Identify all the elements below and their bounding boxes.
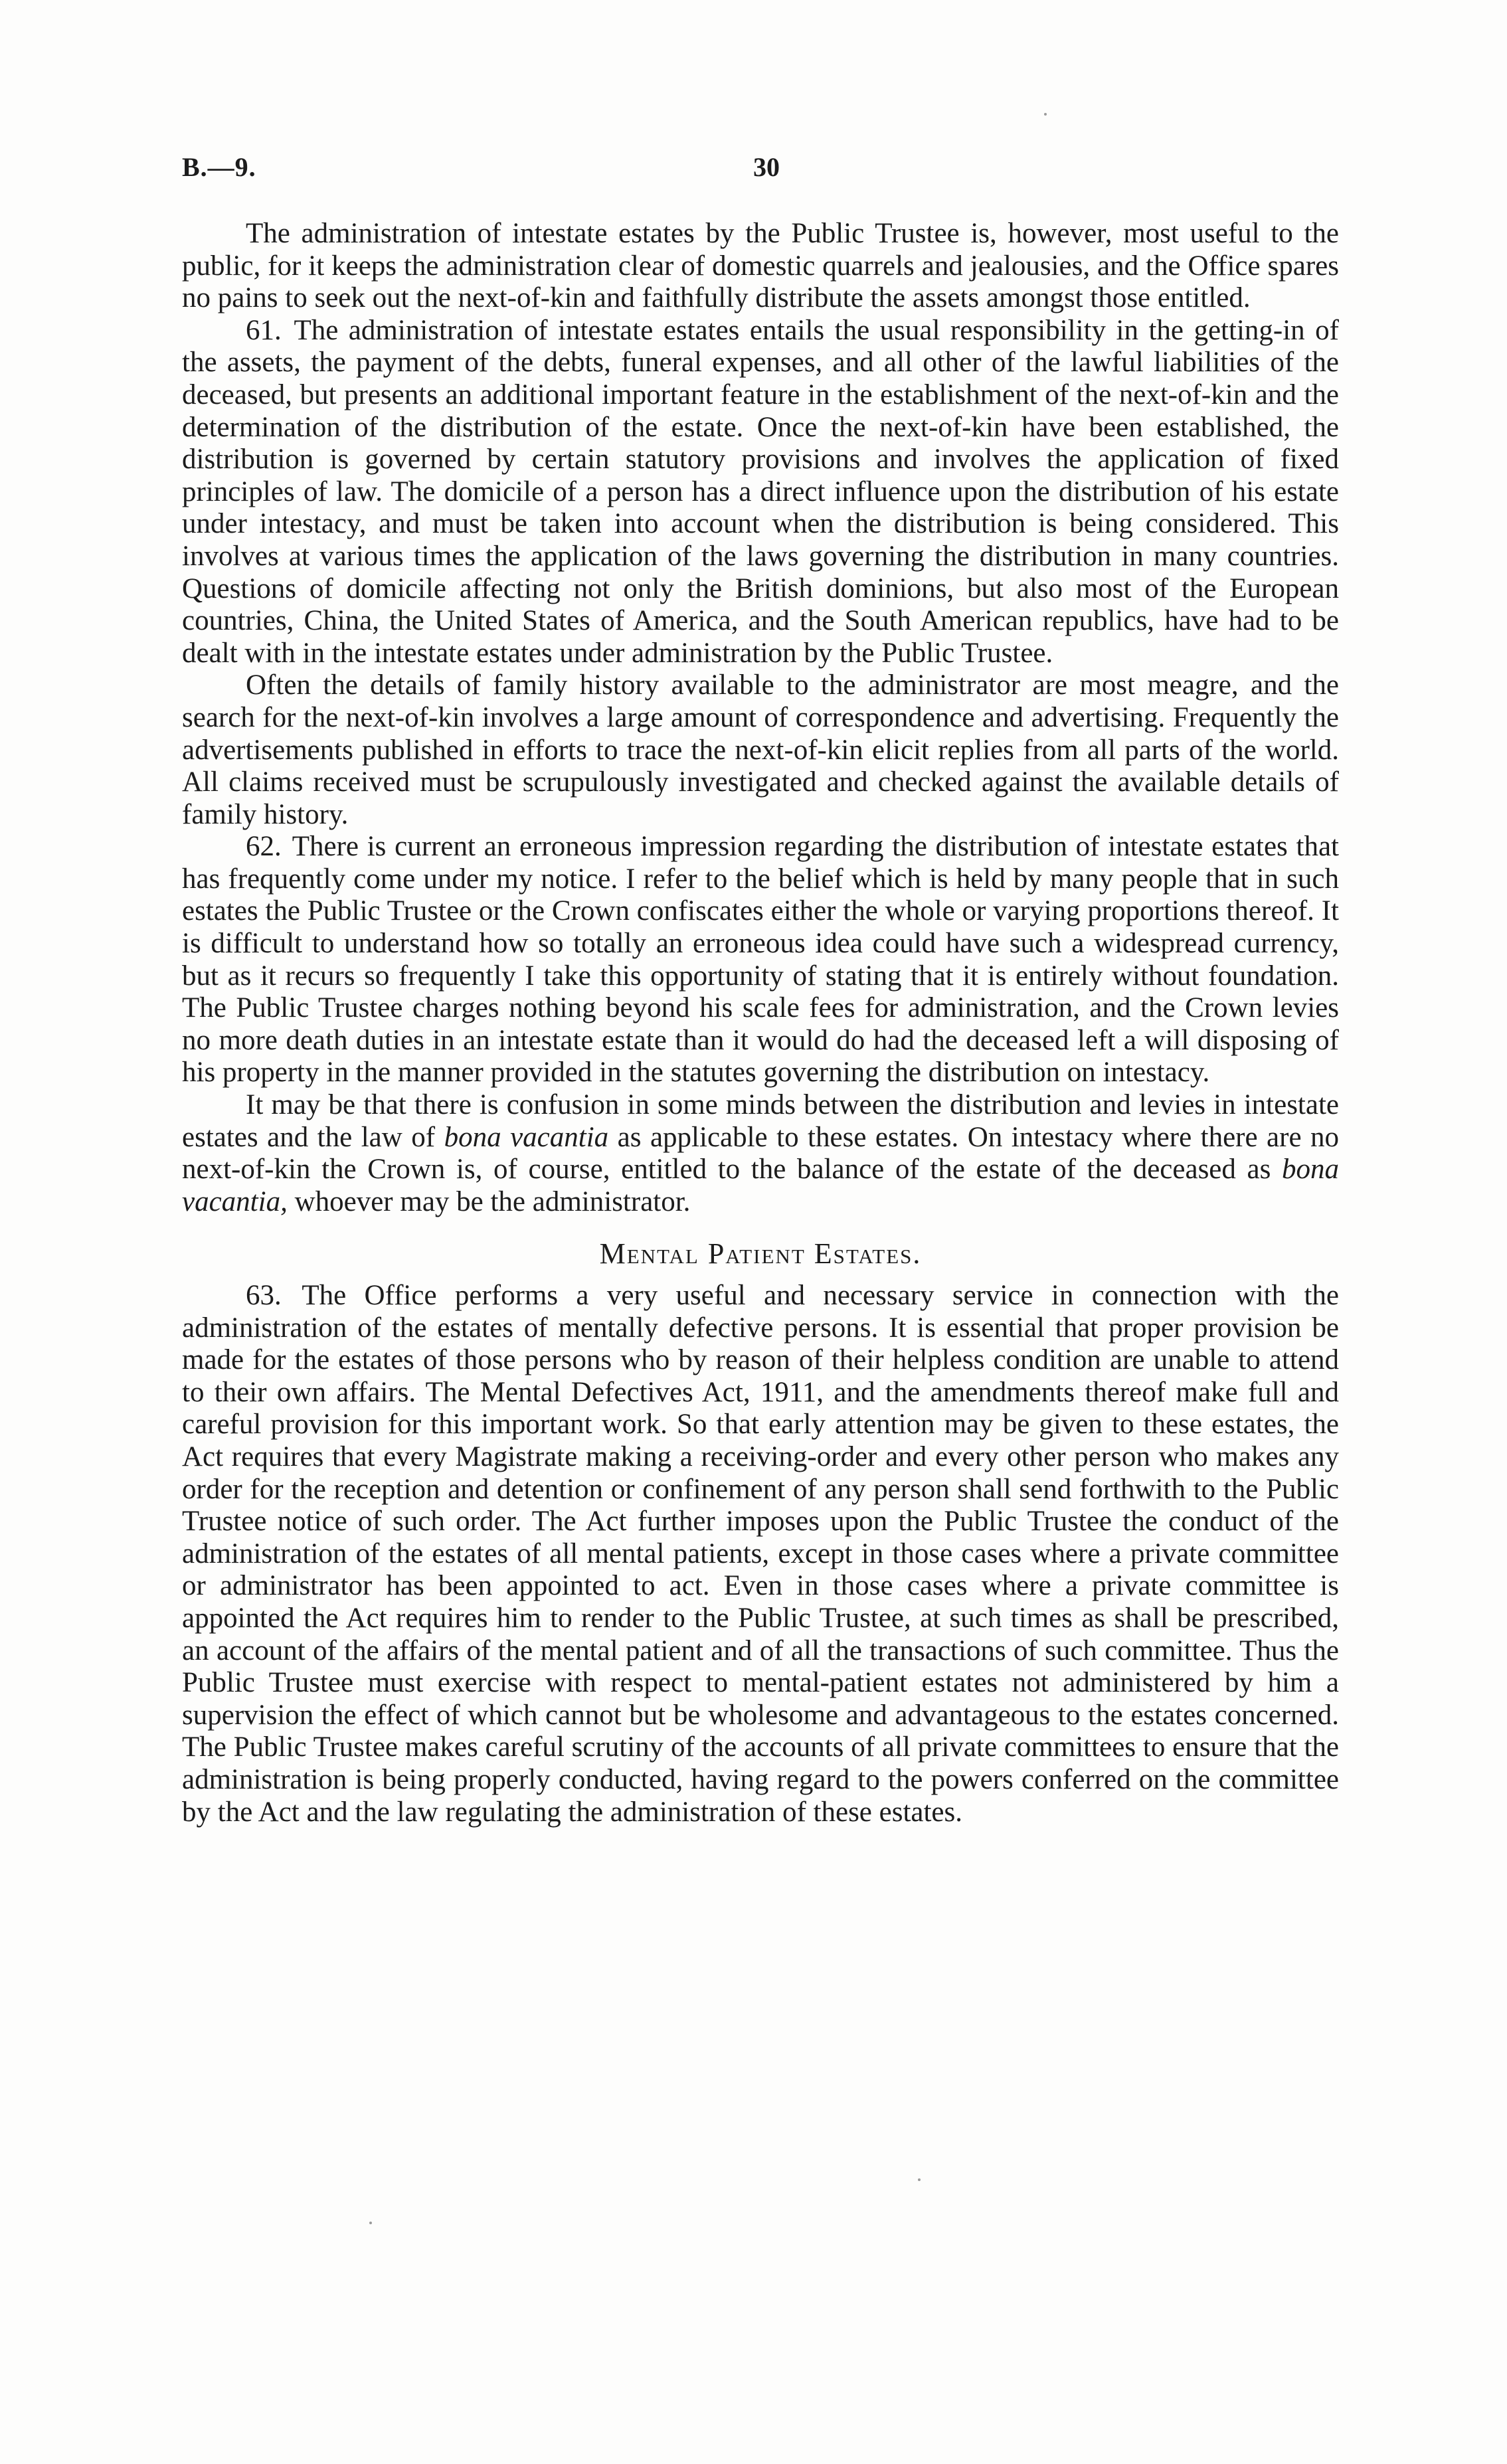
body-text [182, 218, 1339, 1828]
scan-speck [918, 2178, 921, 2181]
page-number: 30 [753, 152, 780, 182]
paragraph-63-text: The Office performs a very useful and necessary service in connection with the administration of the estates of mentally defective persons. It is essential that proper provision be made for the estates of those persons who by reason of their helpless condition are unable to attend to their own affairs. The Mental Defectives Act, 1911, and the amendments thereof make full and careful provision for this important work. So that early attention may be given to these estates, the Act requires that every Magistrate making a receiving-order and every other person who makes any order for the reception and detention or confinement of any person shall send forthwith to the Public Trustee notice of such order. The Act further imposes upon the Public Trustee the conduct of the administration of the estates of all mental patients, except in those cases where a private committee or administrator has been appointed to act. Even in those cases where a private committee is appointed the Act requires him to render to the Public Trustee, at such times as shall be prescribed, an account of the affairs of the mental patient and of all the transactions of such committee. Thus the Public Trustee must exercise with respect to mental-patient estates not administered by him a supervision the effect of which cannot but be wholesome and advantageous to the estates concerned. The Public Trustee makes careful scrutiny of the accounts of all private committees to ensure that the administration is being properly conducted, having regard to the powers conferred on the committee by the Act and the law regulating the administration of these estates. [182, 1280, 1339, 1828]
paragraph-62 [182, 831, 1339, 1089]
paragraph-intro: The administration of intestate estates by the Public Trustee is, however, most useful to the public, for it keeps the administration clear of domestic quarrels and jealousies, and the Office spares no pains to seek out the next-of-kin and faithfully distribute the assets amongst those entitled. [182, 218, 1339, 314]
scan-speck [369, 2222, 372, 2224]
page-header [182, 151, 1338, 198]
paragraph-number-63: 63. [246, 1280, 282, 1311]
term-bona-vacantia-2: bona vacantia, [182, 1154, 1340, 1217]
term-bona-vacantia: bona vacantia [444, 1121, 609, 1153]
paragraph-62b-part1: It may be that there is confusion in some minds between the distribution and levies in intestate estates and the law of [182, 1089, 1339, 1153]
paragraph-62b-part3: whoever may be the administrator. [294, 1186, 691, 1217]
paragraph-61 [182, 315, 1339, 670]
paragraph-61-text: The administration of intestate estates entails the usual responsibility in the getting-in of the assets, the payment of the debts, funeral expenses, and all other of the lawful liabilities of the deceased, but presents an additional important feature in the establishment of the next-of-kin and the determination of the distribution of the estate. Once the next-of-kin have been established, the distribution is governed by certain statutory provisions and involves the application of fixed principles of law. The domicile of a person has a direct influence upon the distribution of his estate under intestacy, and must be taken into account when the distribution is being considered. This involves at various times the application of the laws governing the distribution in many countries. Questions of domicile affecting not only the British dominions, but also most of the European countries, China, the United States of America, and the South American republics, have had to be dealt with in the intestate estates under administration by the Public Trustee. [182, 314, 1339, 669]
paragraph-number-61: 61. [246, 314, 282, 346]
section-heading-mental-patient-estates: Mental Patient Estates. [599, 1237, 922, 1271]
paragraph-62-continued [182, 1089, 1339, 1218]
paragraph-63 [182, 1280, 1339, 1828]
document-code: B.—9. [182, 152, 256, 182]
paragraph-61-continued: Often the details of family history available to the administrator are most meagre, and the search for the next-of-kin involves a large amount of correspondence and advertising. Frequently the advertisements published in efforts to trace the next-of-kin elicit replies from all parts of the world. All claims received must be scrupulously investigated and checked against the available details of family history. [182, 669, 1339, 830]
paragraph-number-62: 62. [246, 831, 282, 863]
scan-speck [1044, 113, 1047, 116]
paragraph-62b-part2: as applicable to these estates. On intestacy where there are no next-of-kin the Crown is, of course, entitled to the balance of the estate of the deceased as [182, 1121, 1340, 1186]
paragraph-62-text: There is current an erroneous impression regarding the distribution of intestate estates that has frequently come under my notice. I refer to the belief which is held by many people that in such estates the Public Trustee or the Crown confiscates either the whole or varying proportions thereof. It is difficult to understand how so totally an erroneous idea could have such a widespread currency, but as it recurs so frequently I take this opportunity of stating that it is entirely without foundation. The Public Trustee charges nothing beyond his scale fees for administration, and the Crown levies no more death duties in an intestate estate than it would do had the deceased left a will disposing of his property in the manner provided in the statutes governing the distribution on intestacy. [182, 831, 1339, 1089]
